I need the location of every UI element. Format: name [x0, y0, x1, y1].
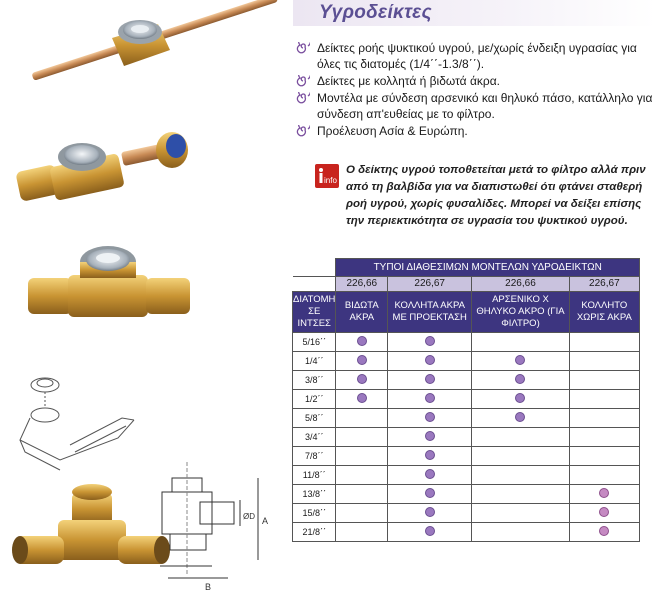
- availability-cell: [569, 389, 639, 408]
- list-item: [296, 73, 654, 89]
- availability-cell: [388, 332, 472, 351]
- model-code: 226,66: [336, 276, 388, 291]
- svg-text:ØD: ØD: [243, 512, 255, 521]
- column-header: ΒΙΔΩΤΑ ΑΚΡΑ: [336, 291, 388, 332]
- availability-cell: [388, 484, 472, 503]
- available-dot-icon: [599, 488, 609, 498]
- availability-cell: [569, 332, 639, 351]
- svg-text:A: A: [262, 516, 269, 526]
- availability-cell: [472, 427, 569, 446]
- column-header: ΚΟΛΛΗΤΟ ΧΩΡΙΣ ΑΚΡΑ: [569, 291, 639, 332]
- svg-text:info: info: [324, 176, 337, 185]
- size-label: 5/8΄΄: [293, 408, 336, 427]
- bullet-text: Δείκτες ροής ψυκτικού υγρού, με/χωρίς ένδειξη υγρασίας για όλες τις διατομές (1/4΄΄-1.3/8΄΄).: [317, 41, 637, 71]
- availability-cell: [336, 522, 388, 541]
- model-code: 226,67: [569, 276, 639, 291]
- availability-cell: [336, 503, 388, 522]
- model-code: 226,66: [472, 276, 569, 291]
- availability-cell: [472, 522, 569, 541]
- availability-cell: [569, 351, 639, 370]
- availability-cell: [336, 408, 388, 427]
- size-label: 3/8΄΄: [293, 370, 336, 389]
- available-dot-icon: [599, 526, 609, 536]
- model-code: 226,67: [388, 276, 472, 291]
- size-label: 3/4΄΄: [293, 427, 336, 446]
- availability-cell: [388, 389, 472, 408]
- installation-sketch-image: [20, 378, 134, 470]
- availability-cell: [388, 503, 472, 522]
- sight-glass-solder-extended-image: [31, 0, 278, 81]
- availability-cell: [569, 446, 639, 465]
- availability-cell: [336, 427, 388, 446]
- column-header: ΑΡΣΕΝΙΚΟ Χ ΘΗΛΥΚΟ ΑΚΡΟ (ΓΙΑ ΦΙΛΤΡΟ): [472, 291, 569, 332]
- available-dot-icon: [425, 374, 435, 384]
- available-dot-icon: [425, 393, 435, 403]
- availability-cell: [472, 484, 569, 503]
- availability-cell: [336, 351, 388, 370]
- bullet-text: Προέλευση Ασία & Ευρώπη.: [317, 124, 468, 138]
- size-label: 5/16΄΄: [293, 332, 336, 351]
- product-images: [0, 0, 290, 595]
- sight-glass-flare-image: [15, 132, 188, 202]
- table-row: [293, 522, 640, 541]
- size-label: 21/8΄΄: [293, 522, 336, 541]
- swirl-bullet-icon: [296, 92, 310, 104]
- availability-cell: [569, 484, 639, 503]
- swirl-bullet-icon: [296, 75, 310, 87]
- table-row: [293, 370, 640, 389]
- availability-cell: [472, 351, 569, 370]
- availability-cell: [472, 465, 569, 484]
- row-header: ΔΙΑΤΟΜΗ ΣΕ ΙΝΤΣΕΣ: [293, 291, 336, 332]
- available-dot-icon: [425, 488, 435, 498]
- availability-cell: [472, 332, 569, 351]
- info-note: Ο δείκτης υγρού τοποθετείται μετά το φίλτρο αλλά πριν από τη βαλβίδα για να διαπιστωθεί ότι φτάνει σταθερή ροή υγρού, χωρίς φυσαλίδες. Μπορεί να δείξει επίσης την περιεκτικότητα σε υγρασία του ψυκτικού υγρού.: [346, 164, 646, 227]
- availability-cell: [569, 427, 639, 446]
- available-dot-icon: [425, 507, 435, 517]
- availability-cell: [569, 370, 639, 389]
- table-row: [293, 408, 640, 427]
- size-label: 7/8΄΄: [293, 446, 336, 465]
- availability-cell: [388, 465, 472, 484]
- availability-cell: [388, 446, 472, 465]
- table-row: [293, 465, 640, 484]
- size-label: 1/4΄΄: [293, 351, 336, 370]
- table-row: [293, 389, 640, 408]
- available-dot-icon: [425, 431, 435, 441]
- swirl-bullet-icon: [296, 125, 310, 137]
- table-row: [293, 351, 640, 370]
- available-dot-icon: [515, 355, 525, 365]
- list-item: [296, 40, 654, 72]
- technical-drawing-image: [160, 462, 268, 592]
- bullet-text: Μοντέλα με σύνδεση αρσενικό και θηλυκό πάσο, κατάλληλο για σύνδεση απ'ευθείας με το φίλτρο.: [317, 91, 653, 121]
- size-label: 13/8΄΄: [293, 484, 336, 503]
- page-title: Υγροδείκτες: [319, 2, 432, 23]
- available-dot-icon: [599, 507, 609, 517]
- size-label: 11/8΄΄: [293, 465, 336, 484]
- size-label: 15/8΄΄: [293, 503, 336, 522]
- available-dot-icon: [425, 526, 435, 536]
- availability-cell: [388, 351, 472, 370]
- table-title: ΤΥΠΟΙ ΔΙΑΘΕΣΙΜΩΝ ΜΟΝΤΕΛΩΝ ΥΔΡΟΔΕΙΚΤΩΝ: [336, 259, 640, 277]
- availability-cell: [336, 484, 388, 503]
- availability-cell: [336, 446, 388, 465]
- availability-cell: [388, 522, 472, 541]
- feature-list: [296, 40, 654, 140]
- table-row: [293, 503, 640, 522]
- available-dot-icon: [425, 469, 435, 479]
- svg-text:B: B: [205, 582, 212, 592]
- available-dot-icon: [425, 450, 435, 460]
- info-icon: [314, 163, 340, 189]
- availability-cell: [569, 465, 639, 484]
- size-label: 1/2΄΄: [293, 389, 336, 408]
- sight-glass-threaded-image: [28, 246, 190, 317]
- available-dot-icon: [425, 355, 435, 365]
- availability-cell: [472, 503, 569, 522]
- availability-cell: [472, 389, 569, 408]
- bullet-text: Δείκτες με κολλητά ή βιδωτά άκρα.: [317, 74, 500, 88]
- availability-cell: [388, 408, 472, 427]
- list-item: [296, 123, 654, 139]
- available-dot-icon: [357, 393, 367, 403]
- availability-cell: [388, 370, 472, 389]
- available-dot-icon: [357, 374, 367, 384]
- availability-cell: [569, 408, 639, 427]
- list-item: [296, 90, 654, 122]
- table-row: [293, 427, 640, 446]
- table-row: [293, 446, 640, 465]
- available-dot-icon: [425, 412, 435, 422]
- availability-cell: [336, 389, 388, 408]
- swirl-bullet-icon: [296, 42, 310, 54]
- available-dot-icon: [515, 412, 525, 422]
- sight-glass-welded-image: [12, 484, 170, 564]
- availability-cell: [472, 370, 569, 389]
- column-header: ΚΟΛΛΗΤΑ ΑΚΡΑ ΜΕ ΠΡΟΕΚΤΑΣΗ: [388, 291, 472, 332]
- table-row: [293, 484, 640, 503]
- available-dot-icon: [515, 374, 525, 384]
- availability-cell: [472, 408, 569, 427]
- models-table: [292, 258, 640, 542]
- availability-cell: [569, 503, 639, 522]
- table-body: [293, 332, 640, 541]
- availability-cell: [472, 446, 569, 465]
- availability-cell: [336, 465, 388, 484]
- availability-cell: [388, 427, 472, 446]
- availability-cell: [336, 332, 388, 351]
- available-dot-icon: [425, 336, 435, 346]
- table-row: [293, 332, 640, 351]
- available-dot-icon: [357, 336, 367, 346]
- availability-cell: [336, 370, 388, 389]
- available-dot-icon: [357, 355, 367, 365]
- available-dot-icon: [515, 393, 525, 403]
- availability-cell: [569, 522, 639, 541]
